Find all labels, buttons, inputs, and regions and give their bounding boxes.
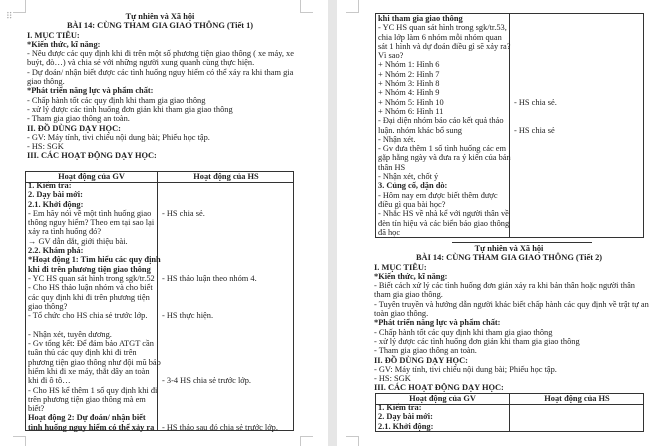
text-line: - HS: SGK	[374, 374, 411, 384]
text-line: Tự nhiên và Xã hội	[474, 244, 544, 253]
gv-text-line: + Nhóm 3: Hình 8	[378, 79, 440, 89]
text-line: II. ĐỒ DÙNG DẠY HỌC:	[27, 123, 121, 133]
lesson-intro	[27, 12, 293, 161]
text-line: III. CÁC HOẠT ĐỘNG DẠY HỌC:	[374, 383, 504, 393]
gv-text-line: biết?	[28, 404, 45, 414]
hs-text-line	[162, 200, 292, 209]
text-line: BÀI 14: CÙNG THAM GIA GIAO THÔNG (Tiết 1)	[66, 21, 254, 31]
text-line: tham gia giao thông.	[374, 290, 443, 300]
hs-text-line	[514, 70, 642, 79]
gv-text-line: - YC HS quan sát hình trong sgk/tr.52	[28, 273, 155, 283]
page-corner-mark	[346, 0, 359, 13]
hs-text-line	[162, 358, 292, 367]
hs-text-line	[514, 14, 642, 23]
hs-text-line	[162, 320, 292, 329]
gv-text-line: - Gv tổng kết: Để đảm bảo ATGT cần	[28, 339, 154, 349]
gv-text-line: xảy ra tình huống đó?	[28, 227, 102, 237]
hs-text-line	[162, 190, 292, 199]
gv-text-line: - Gv đưa thêm 1 số tình huống các em	[378, 144, 507, 154]
gv-text-line: khi đi trên phương tiện giao thông	[28, 264, 151, 274]
gv-text-line: - Tổ chức cho HS chia sẻ trước lớp.	[28, 311, 148, 321]
hs-text-line: - HS thảo luận theo nhóm 4.	[162, 273, 257, 283]
table-header-gv: Hoạt động của GV	[409, 394, 476, 403]
gv-text-line: 2.2. Khám phá:	[28, 246, 84, 256]
gv-text-line: + Nhóm 4: Hình 9	[378, 88, 440, 98]
hs-text-line: - HS thực hiện.	[162, 311, 214, 321]
text-line: Tự nhiên và Xã hội	[125, 12, 195, 21]
gv-text-line: - Cho HS kể thêm 1 số quy định khi đi	[28, 385, 158, 395]
gv-text-line: - Nhận xét, chốt ý	[378, 172, 439, 182]
gv-activities	[28, 181, 161, 432]
gv-text-line: phương tiện giao thông như đội mũ bảo	[28, 357, 161, 367]
section-divider	[452, 242, 592, 243]
text-line: - Tuyên truyền và hướng dẫn người khác biết chấp hành các quy định về trật tự an	[374, 299, 649, 309]
gv-text-line: sát 1 hình và dự đoán điều gì sẽ xảy ra?	[378, 41, 511, 51]
gv-activities	[378, 403, 508, 431]
text-line: II. ĐỒ DÙNG DẠY HỌC:	[374, 355, 468, 365]
text-line: I. MỤC TIÊU:	[27, 30, 80, 40]
gv-text-line	[28, 320, 156, 329]
hs-text-line	[162, 293, 292, 302]
gv-text-line: - Đại diện nhóm báo cáo kết quả thảo	[378, 116, 504, 126]
hs-text-line: - HS chia sẻ.	[162, 208, 205, 218]
text-line: *Phát triển năng lực và phẩm chất:	[374, 318, 501, 328]
text-line: - Biết cách xử lý các tình huống đơn giản xảy ra khi bản thân hoặc người thân	[374, 281, 635, 291]
gv-text-line: 3. Củng cố, dặn dò:	[378, 181, 448, 191]
gv-text-line: + Nhóm 1: Hình 6	[378, 60, 440, 70]
gv-text-line: khi tham gia giao thông	[378, 14, 463, 23]
hs-text-line	[514, 33, 642, 42]
gv-text-line: thông nguy hiểm? Theo em tại sao lại	[28, 218, 155, 228]
lesson-intro-2	[374, 244, 649, 393]
text-line: BÀI 14: CÙNG THAM GIA GIAO THÔNG (Tiết 2)	[415, 253, 603, 263]
gv-text-line: - Hôm nay em được biết thêm được	[378, 190, 498, 200]
hs-text-line	[162, 237, 292, 246]
gv-text-line: gặp hằng ngày và đưa ra ý kiến của bản	[378, 153, 511, 163]
gv-text-line: 1. Kiểm tra:	[28, 181, 72, 190]
drag-handle-icon[interactable]: ⠿	[6, 11, 13, 21]
hs-text-line	[162, 283, 292, 292]
text-line: *Kiến thức, kĩ năng:	[27, 39, 101, 49]
hs-text-line	[162, 265, 292, 274]
gv-text-line: 2.1. Khởi động:	[378, 421, 434, 431]
document-page-2	[337, 0, 650, 446]
text-line: - HS: SGK	[27, 142, 64, 152]
table-header-hs: Hoạt động của HS	[544, 394, 610, 403]
page-corner-mark	[300, 0, 313, 13]
hs-text-line	[162, 386, 292, 395]
gv-text-line: 2.1. Khởi động:	[28, 199, 84, 209]
hs-text-line	[162, 302, 292, 311]
gv-text-line: thân HS	[378, 162, 406, 172]
text-line: III. CÁC HOẠT ĐỘNG DẠY HỌC:	[27, 151, 157, 161]
hs-text-line	[162, 181, 292, 190]
gv-text-line: giao thông?	[28, 301, 68, 311]
hs-text-line	[514, 107, 642, 116]
table-header-gv: Hoạt động của GV	[58, 172, 125, 181]
page-corner-mark	[346, 436, 359, 446]
page-corner-mark	[13, 436, 26, 446]
text-line: giao thông.	[27, 77, 65, 87]
text-line: - GV: Máy tính, tivi chiếu nội dung bài; Phiếu học tập.	[374, 364, 557, 374]
hs-text-line	[514, 42, 642, 51]
table-header-hs: Hoạt động của HS	[193, 172, 259, 181]
gv-text-line: tuân thủ các quy định khi đi trên	[28, 348, 137, 358]
text-line: I. MỤC TIÊU:	[374, 262, 427, 272]
gv-text-line: khi đi ô tô…	[28, 376, 71, 386]
text-line: - Chấp hành tốt các quy định khi tham gia giao thông	[27, 95, 206, 105]
gv-text-line: + Nhóm 5: Hình 10	[378, 97, 444, 107]
hs-text-line	[514, 116, 642, 125]
hs-text-line	[162, 413, 292, 422]
gv-text-line: Vì sao?	[378, 51, 404, 61]
hs-activities	[162, 181, 292, 432]
hs-text-line	[162, 246, 292, 255]
text-line: - Tham gia giao thông an toàn.	[374, 346, 477, 356]
hs-text-line	[162, 395, 292, 404]
activity-table	[25, 171, 294, 431]
hs-text-line	[162, 330, 292, 339]
gv-text-line: đèn tín hiệu và các biển báo giao thông	[378, 218, 510, 228]
text-line: - Tham gia giao thông an toàn.	[27, 114, 130, 124]
text-line: - Dự đoán/ nhận biết được các tình huống nguy hiểm có thể xảy ra khi tham gia	[27, 67, 294, 77]
gv-text-line: - Cho HS thảo luận nhóm và cho biết	[28, 283, 153, 293]
gv-text-line: - Em hãy nói về một tình huống giao	[28, 208, 152, 218]
gv-text-line: - YC HS quan sát hình trong sgk/tr.53,	[378, 23, 507, 33]
page-corner-mark	[300, 436, 313, 446]
gv-text-line: 1. Kiểm tra:	[378, 403, 422, 412]
gv-text-line: 2. Dạy bài mới:	[378, 412, 433, 422]
gv-text-line: 2. Dạy bài mới:	[28, 190, 83, 200]
gv-text-line: tình huống nguy hiểm có thể xảy ra	[28, 422, 155, 432]
text-line: - Nêu được các quy định khi đi trên một số phương tiện giao thông ( xe máy, xe	[27, 49, 294, 59]
gv-text-line: hiểm khi đi xe máy, thắt dây an toàn	[28, 366, 150, 376]
text-line: - Chấp hành tốt các quy định khi tham gia giao thông	[374, 327, 553, 337]
gv-activities	[378, 14, 511, 237]
text-line: toàn giao thông.	[374, 309, 429, 319]
page-gap	[328, 0, 337, 446]
hs-text-line	[514, 79, 642, 88]
hs-text-line	[514, 51, 642, 60]
gv-text-line: các quy định khi đi trên phương tiện	[28, 292, 150, 302]
text-line: - xử lý được các tình huống đơn giản khi tham gia giao thông	[374, 336, 580, 346]
text-line: - xử lý được các tình huống đơn giản khi tham gia giao thông	[27, 104, 233, 114]
hs-text-line: - 3-4 HS chia sẻ trước lớp.	[162, 376, 251, 386]
activity-table-continued	[375, 13, 644, 238]
text-line: - GV: Máy tính, tivi chiếu nội dung bài; Phiếu học tập.	[27, 132, 210, 142]
text-line: *Kiến thức, kĩ năng:	[374, 271, 448, 281]
hs-activities	[514, 14, 642, 135]
hs-text-line	[514, 88, 642, 97]
text-line: *Phát triển năng lực và phẩm chất:	[27, 86, 154, 96]
hs-text-line: - HS chia sẻ	[514, 125, 555, 135]
gv-text-line: chia lớp làm 6 nhóm mỗi nhóm quan	[378, 32, 502, 42]
gv-text-line: Hoạt động 2: Dự đoán/ nhận biết	[28, 413, 146, 423]
gv-text-line: - Nhận xét.	[378, 134, 416, 144]
hs-text-line	[162, 404, 292, 413]
hs-text-line	[162, 339, 292, 348]
gv-text-line: + Nhóm 6: Hình 11	[378, 106, 444, 116]
hs-text-line	[162, 218, 292, 227]
gv-text-line: điều gì qua bài học?	[378, 199, 446, 209]
hs-text-line: - HS chia sẻ.	[514, 97, 557, 107]
hs-text-line	[162, 227, 292, 236]
hs-text-line	[514, 60, 642, 69]
gv-text-line: luận. nhóm khác bổ sung	[378, 125, 462, 135]
hs-text-line	[162, 255, 292, 264]
text-line: buýt, đò…) và chia sẻ với những người xung quanh cùng thực hiện.	[27, 58, 255, 68]
gv-text-line: + Nhóm 2: Hình 7	[378, 69, 440, 79]
gv-text-line: đã học	[378, 227, 401, 237]
gv-text-line: - Nhắc HS về nhà kể với người thân về	[378, 209, 509, 219]
hs-text-line	[162, 367, 292, 376]
page-corner-mark	[13, 0, 26, 13]
hs-text-line	[162, 348, 292, 357]
activity-table-2	[375, 393, 644, 432]
hs-text-line: - HS thảo sau đó chia sẻ trước lớp.	[162, 422, 278, 432]
gv-text-line: - Nhận xét, tuyên dương.	[28, 329, 112, 339]
gv-text-line: → GV dẫn dắt, giới thiệu bài.	[28, 236, 128, 246]
hs-text-line	[514, 23, 642, 32]
gv-text-line: *Hoạt động 1: Tìm hiểu các quy định	[28, 255, 161, 265]
gv-text-line: trên phương tiện giao thông mà em	[28, 394, 146, 404]
